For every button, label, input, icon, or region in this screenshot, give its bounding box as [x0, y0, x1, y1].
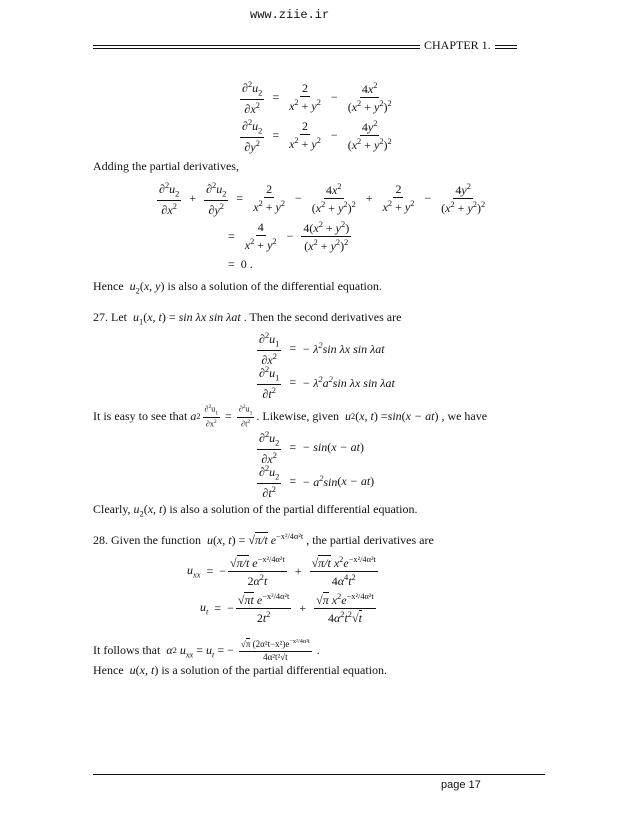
paragraph-clearly: Clearly, $u_2(x$, t) is also a solution of the partial differential equation.: [93, 502, 418, 519]
equation-u2-tt-wave: $\frac{\partial^2u_2}{\partial t^2}$ = − $a^2\sin$ ( x − at ): [259, 464, 375, 500]
header-rule-left-2: [93, 48, 420, 49]
paragraph-easy: It is easy to see that a 2 $\frac{\partial^2u_1}{\partial x^2}$ = $\frac{\partial^2u_1}{\partial t^2}$ . Likewise, given u 2 ( x, t ) = sin ( x − at ) , we have: [93, 404, 488, 430]
paragraph-follows: It follows that α 2 $u_{xx}$ = $u_t$ = − $\frac{√\pi (2\alpha^2t-x^2)e^{-x^2/4\alpha^2t}}{\text{4α²t²√t}}$ .: [93, 638, 320, 662]
paragraph-27: 27. Let $u_1(x$, t) = sin λx sin λat . Then the second derivatives are: [93, 310, 402, 327]
paragraph-adding: Adding the partial derivatives,: [93, 159, 239, 173]
paragraph-28: 28. Given the function u(x, t) = √π/t $e^{-x^2/4\alpha^2t}$ , the partial derivatives are: [93, 532, 434, 547]
header-rule-right: [495, 45, 517, 46]
equation-uxx: $u_{xx}$ = − $\frac{√\pi/t e^{-x^2/4\alpha^2t}}{2\alpha^2t}$ + $\frac{√\pi/t x^2e^{-x^2/4\alpha^2t}}{4\alpha^4t^2}$: [187, 555, 376, 589]
paragraph-hence-2: Hence u(x, t) is a solution of the partial differential equation.: [93, 663, 388, 677]
header-rule-right-2: [495, 48, 517, 49]
equation-u1-tt: $\frac{\partial^2u_1}{\partial t^2}$ = − $\lambda^2a^2\sin$ λx sin λat: [259, 365, 395, 401]
header-rule-left: [93, 45, 420, 46]
paragraph-hence-1: Hence $u_2(x$, y) is also a solution of the differential equation.: [93, 279, 382, 296]
page-number: page 17: [441, 779, 481, 791]
equation-u2-yy: $\frac{\partial^2u_2}{\partial y^2}$ = $\frac{2}{x^2 + y^2}$ − $\frac{4y^2}{(x^2 + y^2)^2}$: [242, 118, 392, 154]
equation-laplacian-line2: = $\frac{4}{x^2 + y^2}$ − $\frac{4(x^2 + y^2)}{(x^2 + y^2)^2}$: [228, 220, 350, 254]
equation-ut: $u_t$ = − $\frac{√\pi t e^{-x^2/4\alpha^2t}}{2t^2}$ + $\frac{√\pi x^2e^{-x^2/4\alpha^2t}}{4\alpha^2t^2√t}$: [200, 592, 374, 626]
equation-laplacian-line3: = 0 .: [228, 257, 253, 271]
equation-u1-xx: $\frac{\partial^2u_1}{\partial x^2}$ = − $\lambda^2\sin$ λx sin λat: [259, 331, 385, 367]
footer-rule: [93, 774, 545, 775]
chapter-heading: CHAPTER 1.: [424, 38, 491, 52]
equation-u2-xx: $\frac{\partial^2u_2}{\partial x^2}$ = $\frac{2}{x^2 + y^2}$ − $\frac{4x^2}{(x^2 + y^2)^2}$: [242, 80, 392, 116]
watermark: www.ziie.ir: [250, 8, 330, 22]
equation-u2-xx-wave: $\frac{\partial^2u_2}{\partial x^2}$ = − sin ( x − at ): [259, 430, 364, 466]
equation-laplacian-line1: $\frac{\partial^2u_2}{\partial x^2}$ + $\frac{\partial^2u_2}{\partial y^2}$ = $\frac{2}{x^2 + y^2}$ − $\frac{4x^2}{(x^2 + y^2)^2}$ + $\frac{2}{x^2 + y^2}$ − $\frac{4y^2}{(x^2 + y^2)^2}$: [159, 181, 486, 217]
